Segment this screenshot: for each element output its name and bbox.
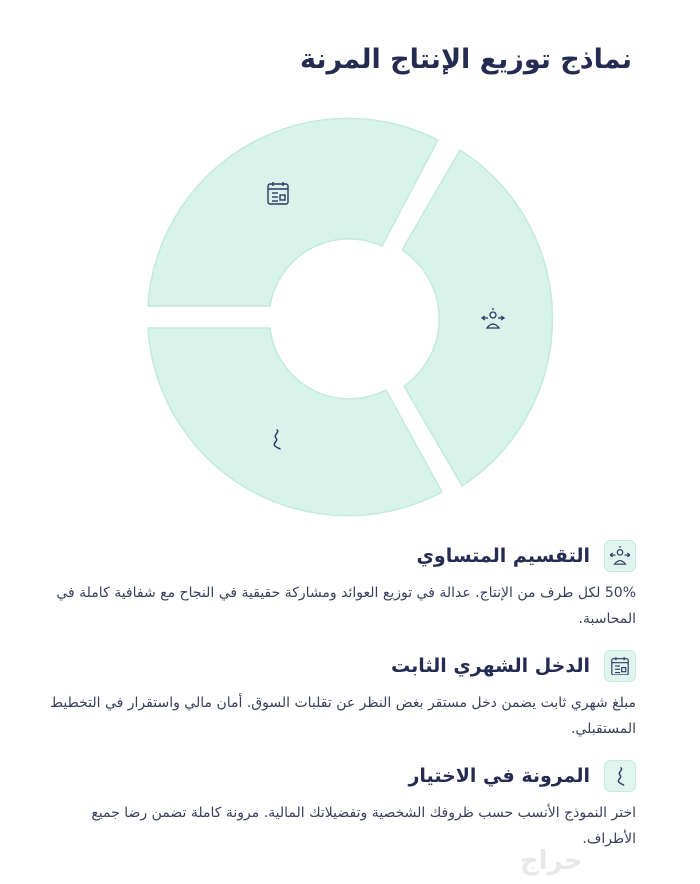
feature-fixed-income — [44, 648, 636, 742]
donut-segment-fixed-income — [148, 118, 438, 306]
donut-segment-flexibility — [148, 328, 442, 516]
feature-title: التقسيم المتساوي — [416, 545, 590, 567]
squiggle-icon — [604, 760, 636, 792]
donut-segment-equal-split — [402, 150, 552, 486]
feature-title: الدخل الشهري الثابت — [390, 655, 590, 677]
feature-description: 50% لكل طرف من الإنتاج. عدالة في توزيع العوائد ومشاركة حقيقية في النجاح مع شفافية كاملة في المحاسبة. — [56, 585, 636, 627]
watermark-logo: حراج — [520, 846, 583, 876]
feature-title: المرونة في الاختيار — [408, 765, 590, 787]
feature-equal-split — [44, 538, 636, 632]
page-title: نماذج توزيع الإنتاج المرنة — [299, 44, 632, 75]
feature-description: مبلغ شهري ثابت يضمن دخل مستقر بغض النظر عن تقلبات السوق. أمان مالي واستقرار في التخطيط المستقبلي. — [50, 695, 636, 737]
person-arrows-icon — [604, 540, 636, 572]
calendar-icon — [604, 650, 636, 682]
features-list — [44, 538, 636, 868]
feature-description: اختر النموذج الأنسب حسب ظروفك الشخصية وتفضيلاتك المالية. مرونة كاملة تضمن رضا جميع الأطراف. — [91, 805, 636, 847]
feature-flexibility — [44, 758, 636, 852]
